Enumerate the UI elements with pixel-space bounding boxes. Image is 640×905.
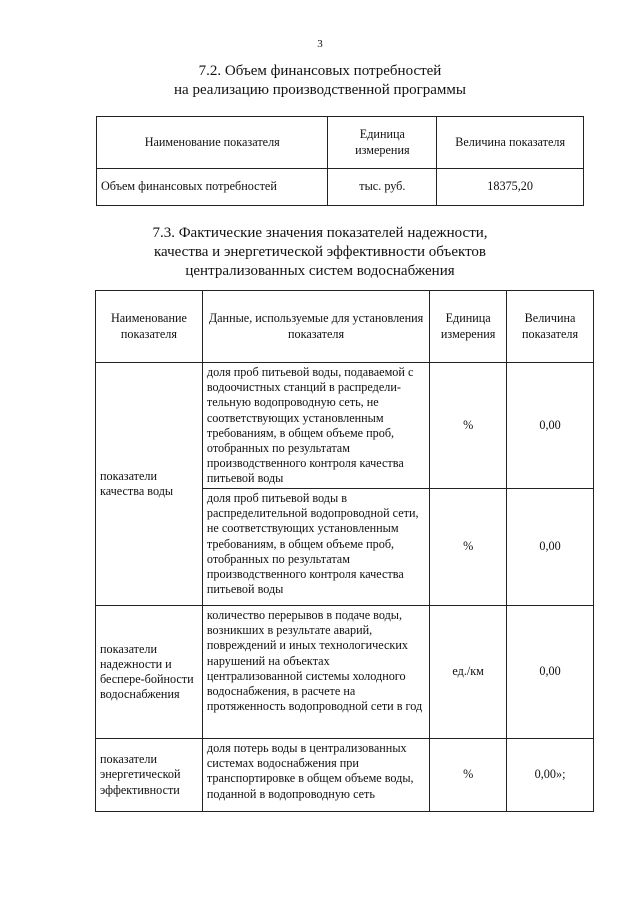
value-cell: 0,00: [507, 606, 594, 739]
value-cell: 0,00: [507, 363, 594, 489]
header-cell: Наименование показателя: [97, 117, 328, 169]
indicator-unit: тыс. руб.: [328, 169, 437, 206]
section-7-3-title: [0, 224, 640, 281]
unit-cell: %: [430, 489, 507, 606]
unit-cell: %: [430, 739, 507, 812]
table-row: [97, 169, 584, 206]
section-7-2-title: [0, 62, 640, 100]
table-header-row: [96, 291, 594, 363]
group-name: показатели надежности и беспере-бойности водоснабжения: [96, 606, 203, 739]
group-name: показатели энергетической эффективности: [96, 739, 203, 812]
data-description: доля проб питьевой воды в распределительной водопроводной сети, не соответствующих установленным требованиям, в общем объеме проб, отобранных по результатам производственного контроля качества питьевой воды: [202, 489, 429, 606]
title-line: 7.2. Объем финансовых потребностей: [198, 63, 442, 79]
title-line: централизованных систем водоснабжения: [185, 263, 455, 279]
data-description: доля проб питьевой воды, подаваемой с водоочистных станций в распредели-тельную водопроводную сеть, не соответствующих установленным требованиям, в общем объеме проб, отобранных по результатам производственного контроля качества питьевой воды: [202, 363, 429, 489]
title-line: 7.3. Фактические значения показателей надежности,: [152, 225, 488, 241]
group-name: показатели качества воды: [96, 363, 203, 606]
header-cell: Данные, используемые для установления показателя: [202, 291, 429, 363]
title-line: качества и энергетической эффективности объектов: [153, 244, 487, 260]
header-cell: Единица измерения: [328, 117, 437, 169]
value-cell: 0,00: [507, 489, 594, 606]
title-line: на реализацию производственной программы: [174, 82, 466, 98]
table-header-row: [97, 117, 584, 169]
unit-cell: %: [430, 363, 507, 489]
header-cell: Величина показателя: [507, 291, 594, 363]
header-cell: Единица измерения: [430, 291, 507, 363]
header-cell: Величина показателя: [437, 117, 584, 169]
table-row: [96, 363, 594, 489]
page-number: 3: [317, 38, 323, 50]
financial-needs-table: [96, 116, 584, 206]
header-cell: Наименование показателя: [96, 291, 203, 363]
table-row: [96, 606, 594, 739]
reliability-indicators-table: [95, 290, 594, 812]
value-cell: 0,00»;: [507, 739, 594, 812]
unit-cell: ед./км: [430, 606, 507, 739]
table-row: [96, 739, 594, 812]
data-description: доля потерь воды в централизованных системах водоснабжения при транспортировке в общем объеме воды, поданной в водопроводную сеть: [202, 739, 429, 812]
data-description: количество перерывов в подаче воды, возникших в результате аварий, повреждений и иных технологических нарушений на объектах централизованной системы холодного водоснабжения, в расчете на протяженность водопроводной сети в год: [202, 606, 429, 739]
indicator-value: 18375,20: [437, 169, 584, 206]
indicator-name: Объем финансовых потребностей: [97, 169, 328, 206]
